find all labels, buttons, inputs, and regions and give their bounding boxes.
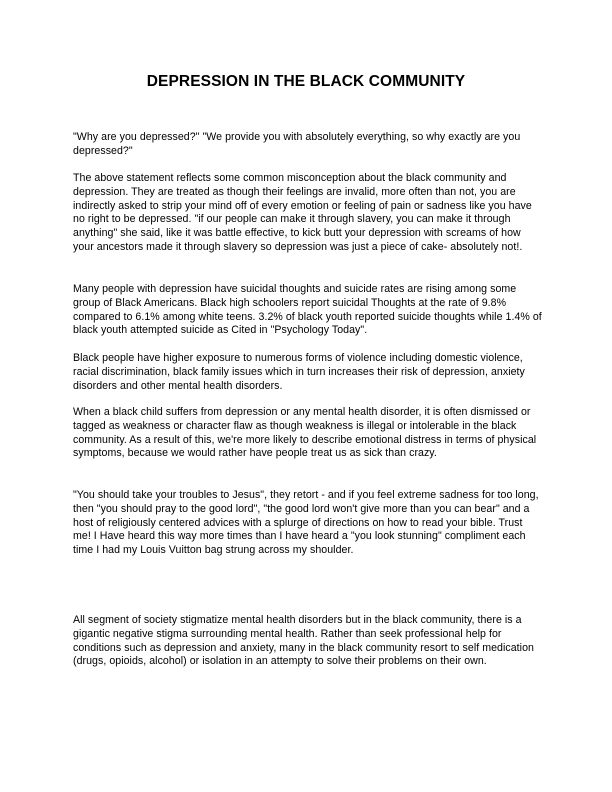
paragraph-child-dismissal: When a black child suffers from depression or any mental health disorder, it is often dismissed or tagged as weakness or character flaw as though weakness is illegal or intolerable in the black community. As a result of this, we're more likely to describe emotional distress in terms of physical symptoms, because we would rather have people treat us as sick than crazy. <box>73 406 537 460</box>
paragraph-misconception: The above statement reflects some common misconception about the black community and depression. They are treated as though their feelings are invalid, more often than not, you are indirectly asked to strip your mind off of every emotion or feeling of pain or sadness like you have no right to be depressed. "if our people can make it through slavery, you can make it through anything" she said, like it was battle effective, to kick butt your depression with screams of how your ancestors made it through slavery so depression was just a piece of cake- absolutely not!. <box>73 172 532 253</box>
paragraph-opening-quote: "Why are you depressed?" "We provide you with absolutely everything, so why exactly are you depressed?" <box>73 131 521 157</box>
paragraph-stigma: All segment of society stigmatize mental health disorders but in the black community, there is a gigantic negative stigma surrounding mental health. Rather than seek professional help for conditions such as depression and anxiety, many in the black community resort to self medication (drugs, opioids, alcohol) or isolation in an attempty to solve their problems on their own. <box>73 614 534 668</box>
paragraph-religious-advice: "You should take your troubles to Jesus", they retort - and if you feel extreme sadness for too long, then "you should pray to the good lord", "the good lord won't give more than you can bear" and a host of religiously centered advices with a splurge of directions on how to read your bible. Trust me! I Have heard this way more times than I have heard a "you look stunning" compliment each time I had my Louis Vuitton bag strung across my shoulder. <box>73 489 539 557</box>
page-title: DEPRESSION IN THE BLACK COMMUNITY <box>146 73 466 90</box>
paragraph-violence-exposure: Black people have higher exposure to numerous forms of violence including domestic violence, racial discrimination, black family issues which in turn increases their risk of depression, anxiety disorders and other mental health disorders. <box>73 352 525 392</box>
paragraph-suicide-statistics: Many people with depression have suicidal thoughts and suicide rates are rising among some group of Black Americans. Black high schoolers report suicidal Thoughts at the rate of 9.8% compared to 6.1% among white teens. 3.2% of black youth reported suicide thoughts while 1.4% of black youth attempted suicide as Cited in "Psychology Today". <box>73 283 542 337</box>
